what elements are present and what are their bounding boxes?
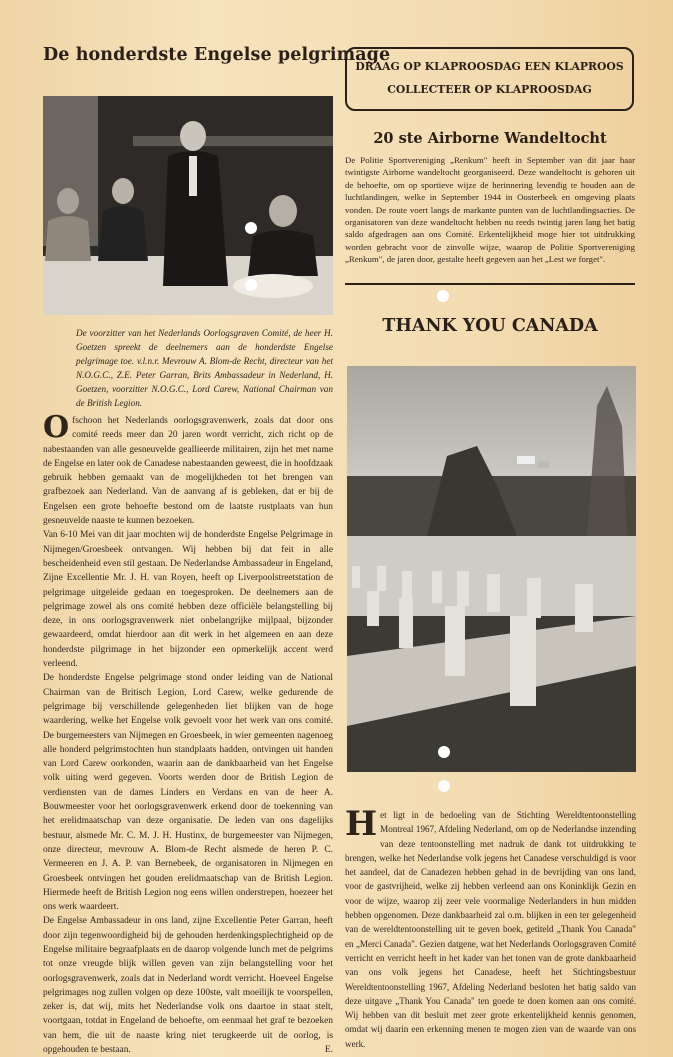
banner-line-1: DRAAG OP KLAPROOSDAG EEN KLAPROOS bbox=[355, 60, 624, 73]
punch-hole bbox=[438, 746, 450, 758]
drop-cap: H bbox=[345, 804, 378, 844]
photo-speech-at-dinner bbox=[43, 96, 333, 315]
author-signature: E. bbox=[324, 1045, 333, 1056]
article-title-pelgrimage: De honderdste Engelse pelgrimage bbox=[43, 45, 391, 65]
paragraph: De honderdste Engelse pelgrimage stond onder leiding van de National Chairman van de Britisch Legion, Lord Carew, welke gedurende de pelgrimage bij verschillende gelegenheden liet blijken van de hoge waardering, welke het Engelse volk gevoelt voor het werk van ons comité. De burgemeesters van Nijmegen en Groesbeek, in wier gemeenten nagenoeg alle honderd pelgrimstochten hun standplaats hadden, ontvingen uit handen van Lord Carew oorkonden, waarin aan de dankbaarheid van het Engelse volk uiting werd gegeven. Voorts werden door de British Legion de verdiensten van de dames Linders en Verdans en van de heer A. Bouwmeester voor het oorlogsgravenwerk erkend door de toekenning van het erelidmaatschap van deze organisatie. De leden van ons dagelijks bestuur, alsmede Mr. C. M. J. H. Hustinx, de burgemeester van Nijmegen, onze directeur, mevrouw A. Blom-de Recht alsmede de heren P. C. Vermeeren en J. A. P. van Bernebeek, de organisatoren in Nijmegen en Groesbeek ontvingen het gouden erelidmaatschap van de British Legion. Hiermede heeft de British Legion nog eens willen onderstrepen, hoezeer het ons werk waardeert. bbox=[43, 673, 333, 913]
airborne-text: De Politie Sportvereniging „Renkum" heeft in September van dit jaar haar twintigste Airborne wandeltocht georganiseerd. Deze wandeltocht is geboren uit de behoefte, om op sportieve wijze de herinnering levendig te houden aan de luchtlandingen, welke in September 1944 in Oosterbeek en omgeving plaats vonden. De route voert langs de markante punten van de luchtlandingsacties. De organisatoren van deze wandeltocht hebben nu reeds twintig jaren lang het batig saldo afgedragen aan ons Comité. Erkentelijkheid moge hier tot uitdrukking worden gebracht voor de zinvolle wijze, waarop de Politie Sportvereniging „Renkum", de jaren door, gestalte heeft gegeven aan het „Lest we forget". bbox=[345, 155, 635, 265]
klaproos-banner bbox=[345, 47, 634, 111]
paragraph: Van 6-10 Mei van dit jaar mochten wij de honderdste Engelse Pelgrimage in Nijmegen/Groesbeek ontvangen. Wij hebben bij dat feit in alle bescheidenheid even stil gestaan. De Nederlandse Ambassadeur in Engeland, Zijne Excellentie Mr. J. H. van Royen, heeft op Liverpoolstreetstation de pelgrimage uitgeleide gedaan en toegesproken. De deelnemers aan de pelgrimage zowel als ons comité hebben deze officiële belangstelling bij deze, in ons oorlogsgravenwerk niet onbelangrijke mijlpaal, bijzonder gewaardeerd, omdat hierdoor aan dit werk in het algemeen en aan deze honderdste pilgrimage in het bijzonder een opmerkelijk accent werd verleend. bbox=[43, 530, 333, 670]
photo-caption: De voorzitter van het Nederlands Oorlogsgraven Comité, de heer H. Goetzen spreekt de deelnemers aan de honderdste Engelse pelgrimage toe. v.l.n.r. Mevrouw A. Blom-de Recht, directeur van het N.O.G.C., Z.E. Peter Garran, Brits Ambassadeur in Nederland, H. Goetzen, voorzitter N.O.G.C., Lord Carew, National Chairman van de British Legion. bbox=[76, 328, 333, 408]
paragraph: De Engelse Ambassadeur in ons land, zijne Excellentie Peter Garran, heeft door zijn tegenwoordigheid bij de gehouden herdenkingsplechtigheid op de Engelse militaire begraafplaats en de daarop volgende lunch met de pelgrims tot onze vreugde blijk willen geven van zijn belangstelling voor het oorlogsgravenwerk, zoals dat in Nederland wordt verricht. Hoeveel Engelse pelgrimages nog zullen volgen op deze 100ste, valt moeilijk te voorspellen, zeker is, dat wij, mits het Nederlandse volk ons daartoe in staat stelt, voortgaan, totdat in Engeland de behoefte, om eenmaal het graf te bezoeken van hem, die uit de naaste kring niet terugkeerde uit de oorlog, is opgehouden te bestaan. E. bbox=[43, 914, 333, 1057]
punch-hole bbox=[438, 780, 450, 792]
canada-text: Het ligt in de bedoeling van de Stichting Wereldtentoonstelling Montreal 1967, Afdeling Nederland, om op de Nederlandse inzending van deze tentoonstelling met nadruk de dank tot uitdrukking te brengen, welke het Nederlandse volk jegens het Canadese verschuldigd is voor het aandeel, dat de Canadezen hebben gehad in de bevrijding van ons land, voor de gastvrijheid, welke zij hebben verleend aan ons Koninklijk Gezin en voor de wijze, waarop zij zeer vele voormalige Nederlanders in hun midden hebben opgenomen. Deze dankbaarheid zal o.m. blijken in een ter gelegenheid van de wereldtentoonstelling uit te geven boek, getiteld „Thank You Canada" en „Merci Canada". Gezien datgene, wat het Nederlands Oorlogsgraven Comité verricht en verricht heeft in het kader van het tonen van de grote dankbaarheid van ons volk jegens het Canadese, heeft het Stichtingsbestuur Wereldtentoonstelling 1967, Afdeling Nederland besloten het batig saldo van deze uitgave „Thank You Canada" ten goede te doen komen aan ons comité. Wij hebben van dit besluit met zeer grote erkentelijkheid kennis genomen, omdat wij daarin een erkenning menen te mogen zien van de waarde van ons werk. bbox=[345, 804, 636, 1049]
article-body-pelgrimage bbox=[43, 410, 333, 1057]
punch-hole bbox=[245, 279, 257, 291]
photo-war-cemetery bbox=[347, 366, 636, 772]
drop-cap: O bbox=[43, 410, 70, 445]
section-divider bbox=[345, 283, 635, 285]
canada-title: THANK YOU CANADA bbox=[382, 316, 598, 336]
paragraph: Ofschoon het Nederlands oorlogsgravenwerk, zoals dat door ons comité reeds meer dan 20 jaren wordt verricht, zich richt op de nabestaanden van alle gesneuvelde geallieerde militairen, zijn het met name de Engelse en later ook de Canadese nabestaanden geweest, die in hoofdzaak gebruik hebben gemaakt van de mogelijkheden tot het brengen van grafbezoek aan Nederland. Van de aanvang af is gebleken, dat er bij de Engelsen een grote behoefte bestond om de laatste rustplaats van hun gesneuvelde naaste te kunnen bezoeken. bbox=[43, 410, 333, 527]
punch-hole bbox=[437, 290, 449, 302]
banner-line-2: COLLECTEER OP KLAPROOSDAG bbox=[387, 83, 592, 96]
punch-hole bbox=[245, 222, 257, 234]
airborne-title: 20 ste Airborne Wandeltocht bbox=[373, 130, 607, 147]
